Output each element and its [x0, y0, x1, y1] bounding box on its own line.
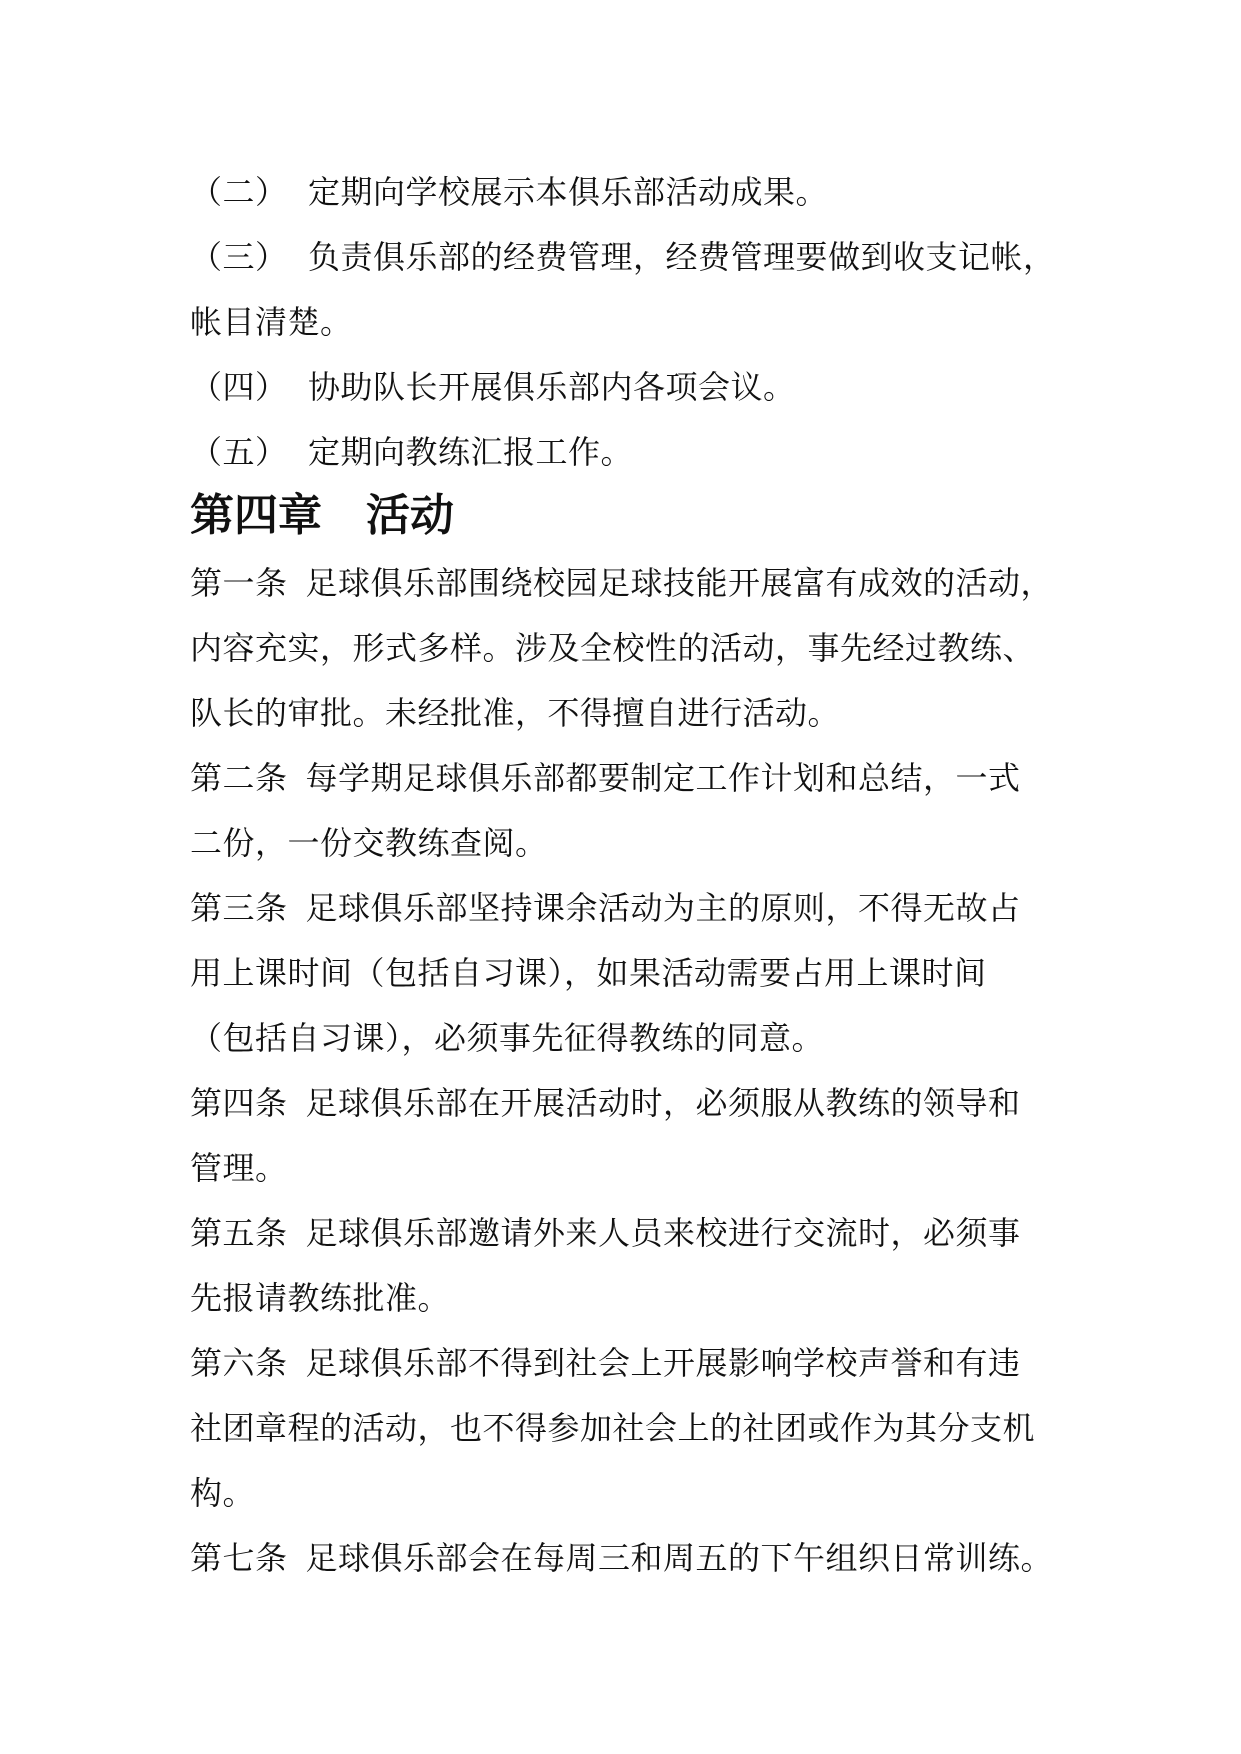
list-item [190, 225, 1070, 290]
item-number: （二） [190, 173, 288, 211]
article-number: 第三条 [190, 889, 288, 927]
list-item [190, 420, 1070, 485]
article-5 [190, 1201, 1070, 1331]
article-line: 内容充实，形式多样。涉及全校性的活动，事先经过教练、 [190, 629, 1036, 667]
list-item [190, 355, 1070, 420]
article-line: 先报请教练批准。 [190, 1279, 451, 1317]
article-line: 足球俱乐部围绕校园足球技能开展富有成效的活动， [305, 564, 1054, 602]
article-1 [190, 551, 1070, 746]
list-item [190, 160, 1070, 225]
item-number: （四） [190, 368, 288, 406]
article-line: 社团章程的活动，也不得参加社会上的社团或作为其分支机 [190, 1409, 1036, 1447]
article-4 [190, 1071, 1070, 1201]
article-3 [190, 876, 1070, 1071]
article-7 [190, 1526, 1070, 1591]
chapter-heading [190, 481, 1070, 551]
item-text: 定期向教练汇报工作。 [308, 433, 634, 471]
article-line: 足球俱乐部邀请外来人员来校进行交流时，必须事 [305, 1214, 1021, 1252]
article-line: 队长的审批。未经批准，不得擅自进行活动。 [190, 694, 841, 732]
chapter-title: 活动 [366, 490, 454, 541]
article-line: 构。 [190, 1474, 256, 1512]
item-continuation: 帐目清楚。 [190, 303, 353, 341]
item-number: （五） [190, 433, 288, 471]
article-line: 二份，一份交教练查阅。 [190, 824, 548, 862]
article-line: 足球俱乐部会在每周三和周五的下午组织日常训练。 [305, 1539, 1054, 1577]
article-number: 第五条 [190, 1214, 288, 1252]
item-text: 定期向学校展示本俱乐部活动成果。 [308, 173, 829, 211]
article-2 [190, 746, 1070, 876]
article-number: 第四条 [190, 1084, 288, 1122]
document-body [190, 160, 1070, 1591]
item-text: 负责俱乐部的经费管理，经费管理要做到收支记帐， [308, 238, 1056, 276]
article-line: 足球俱乐部在开展活动时，必须服从教练的领导和 [305, 1084, 1021, 1122]
chapter-number: 第四章 [190, 490, 322, 541]
article-line: 足球俱乐部不得到社会上开展影响学校声誉和有违 [305, 1344, 1021, 1382]
article-line: 管理。 [190, 1149, 288, 1187]
article-number: 第七条 [190, 1539, 288, 1577]
item-text: 协助队长开展俱乐部内各项会议。 [308, 368, 796, 406]
article-line: 每学期足球俱乐部都要制定工作计划和总结，一式 [305, 759, 1021, 797]
article-number: 第一条 [190, 564, 288, 602]
item-number: （三） [190, 238, 288, 276]
article-6 [190, 1331, 1070, 1526]
article-number: 第六条 [190, 1344, 288, 1382]
article-number: 第二条 [190, 759, 288, 797]
article-line: 用上课时间（包括自习课），如果活动需要占用上课时间 [190, 954, 987, 992]
article-line: （包括自习课），必须事先征得教练的同意。 [190, 1019, 825, 1057]
article-line: 足球俱乐部坚持课余活动为主的原则，不得无故占 [305, 889, 1021, 927]
